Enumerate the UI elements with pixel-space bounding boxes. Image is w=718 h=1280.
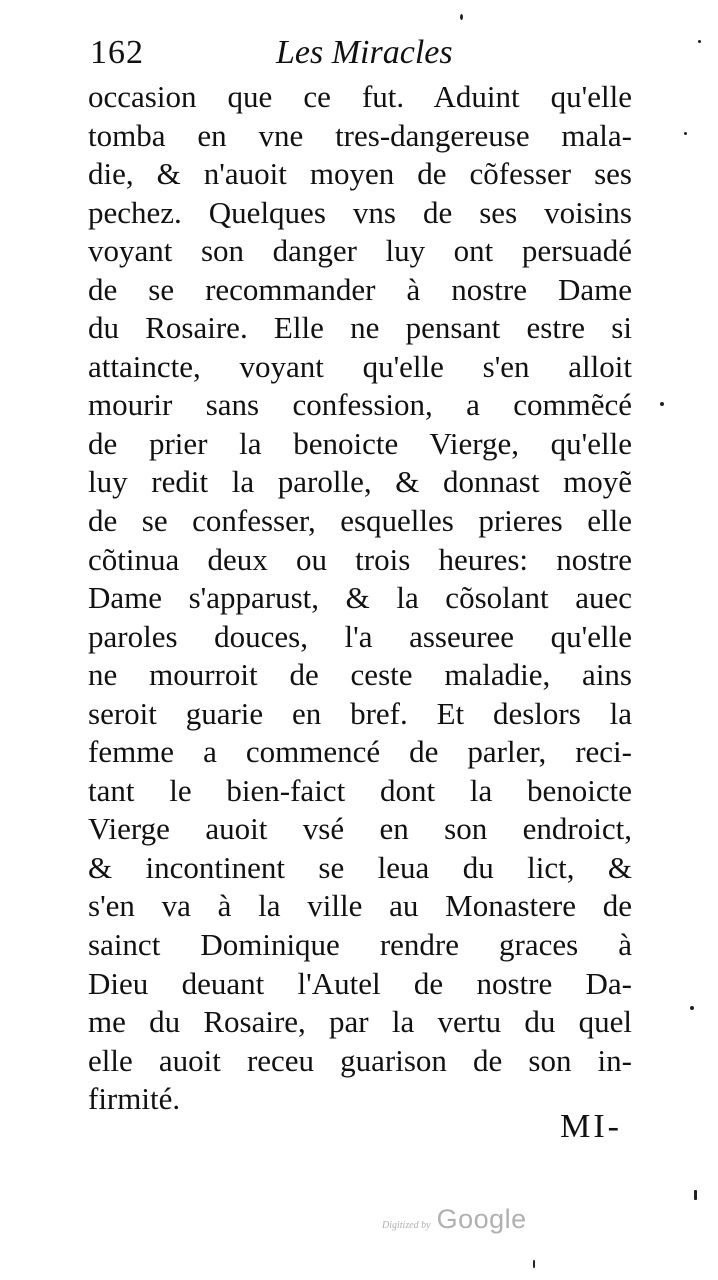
page-header [90,34,630,78]
speck-mark [460,14,463,20]
running-head: Les Miracles [276,34,453,71]
text-line: tant le bien-faict dont la benoicte [88,772,632,808]
speck-mark [684,132,687,135]
body-text [88,78,632,1119]
text-line: mourir sans confession, a commẽcé [88,387,632,423]
text-line: attaincte, voyant qu'elle s'en alloit [88,348,632,384]
text-line: pechez. Quelques vns de ses voisins [88,194,632,230]
text-line: ne mourroit de ceste maladie, ains [88,657,632,693]
text-line: die, & n'auoit moyen de cõfesser ses [88,156,632,192]
text-line: firmité. [88,1081,181,1117]
text-line: & incontinent se leua du lict, & [88,849,632,885]
google-logo: Google [436,1204,527,1234]
text-line: femme a commencé de parler, reci- [88,734,632,770]
catchword: MI- [560,1108,622,1145]
text-line: cõtinua deux ou trois heures: nostre [88,541,632,577]
watermark [382,1204,527,1235]
text-line: voyant son danger luy ont persuadé [88,233,632,269]
watermark-prefix: Digitized by [382,1220,431,1231]
text-line: de se confesser, esquelles prieres elle [88,503,632,539]
text-line: Dieu deuant l'Autel de nostre Da- [88,965,632,1001]
speck-mark [694,1190,697,1200]
text-line: Vierge auoit vsé en son endroict, [88,811,632,847]
text-line: du Rosaire. Elle ne pensant estre si [88,310,632,346]
text-line: sainct Dominique rendre graces à [88,927,632,963]
text-line: luy redit la parolle, & donnast moyẽ [88,464,632,500]
page-number: 162 [90,34,144,71]
text-line: me du Rosaire, par la vertu du quel [88,1004,632,1040]
text-line: de prier la benoicte Vierge, qu'elle [88,425,632,461]
speck-mark [690,1006,694,1010]
speck-mark [660,402,664,406]
text-line: elle auoit receu guarison de son in- [88,1042,632,1078]
text-line: occasion que ce fut. Aduint qu'elle [88,79,632,114]
text-line: Dame s'apparust, & la cõsolant auec [88,580,632,616]
speck-mark [533,1260,535,1268]
speck-mark [698,40,701,43]
text-line: tomba en vne tres-dangereuse mala- [88,117,632,153]
text-line: de se recommander à nostre Dame [88,271,632,307]
text-line: s'en va à la ville au Monastere de [88,888,632,924]
text-line: paroles douces, l'a asseuree qu'elle [88,618,632,654]
text-line: seroit guarie en bref. Et deslors la [88,695,632,731]
